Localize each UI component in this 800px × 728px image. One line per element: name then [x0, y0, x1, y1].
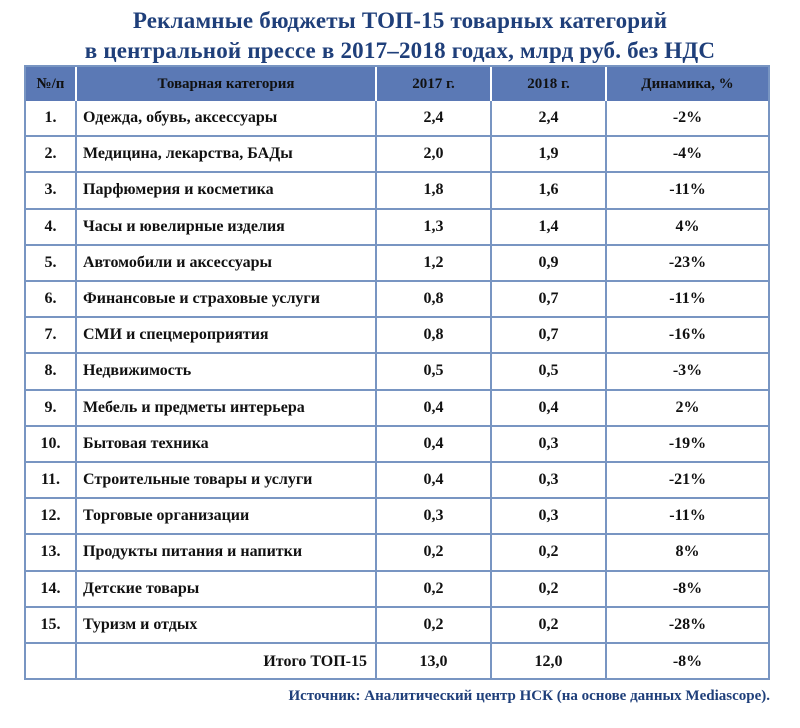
total-row-number [26, 644, 77, 680]
row-value-2017: 1,8 [377, 173, 492, 207]
row-number: 2. [26, 137, 77, 171]
row-number: 1. [26, 101, 77, 135]
row-dynamics: -11% [669, 290, 706, 308]
row-dynamics: 4% [675, 217, 700, 235]
row-number: 13. [26, 535, 77, 569]
total-row-value-2018: 12,0 [492, 644, 607, 680]
row-value-2018: 0,5 [492, 354, 607, 388]
row-category: Детские товары [77, 572, 377, 606]
row-value-2018: 0,3 [492, 499, 607, 533]
row-value-2017: 0,2 [377, 535, 492, 569]
row-number: 14. [26, 572, 77, 606]
table-row [26, 137, 768, 173]
row-dynamics: -19% [668, 434, 707, 452]
row-number: 8. [26, 354, 77, 388]
row-category: Туризм и отдых [77, 608, 377, 642]
row-category: Недвижимость [77, 354, 377, 388]
table-row [26, 210, 768, 246]
row-dynamics: -21% [668, 471, 707, 489]
table-header [26, 67, 768, 101]
header-category: Товарная категория [77, 67, 377, 101]
table-row [26, 608, 768, 644]
row-value-2018: 0,9 [492, 246, 607, 280]
row-value-2017: 0,8 [377, 282, 492, 316]
row-value-2018: 0,7 [492, 318, 607, 352]
total-row [26, 644, 768, 680]
row-dynamics: -3% [672, 362, 703, 380]
row-value-2017: 0,4 [377, 391, 492, 425]
row-number: 9. [26, 391, 77, 425]
table-row [26, 427, 768, 463]
row-value-2018: 0,7 [492, 282, 607, 316]
row-value-2018: 2,4 [492, 101, 607, 135]
table-row [26, 535, 768, 571]
row-dynamics: -8% [672, 579, 703, 597]
row-category: Автомобили и аксессуары [77, 246, 377, 280]
row-category: Одежда, обувь, аксессуары [77, 101, 377, 135]
row-number: 11. [26, 463, 77, 497]
chart-title [0, 6, 800, 66]
row-value-2017: 1,2 [377, 246, 492, 280]
row-category: Парфюмерия и косметика [77, 173, 377, 207]
row-value-2018: 0,3 [492, 427, 607, 461]
row-dynamics: -11% [669, 181, 706, 199]
table-row [26, 499, 768, 535]
row-category: СМИ и спецмероприятия [77, 318, 377, 352]
row-number: 4. [26, 210, 77, 244]
table-row [26, 354, 768, 390]
header-number: №/п [26, 67, 77, 101]
header-dynamics: Динамика, % [641, 75, 734, 92]
row-value-2017: 0,4 [377, 427, 492, 461]
table-row [26, 318, 768, 354]
row-dynamics: -16% [668, 326, 707, 344]
row-category: Финансовые и страховые услуги [77, 282, 377, 316]
row-value-2017: 1,3 [377, 210, 492, 244]
title-line-1: Рекламные бюджеты ТОП-15 товарных категорий [132, 8, 668, 33]
row-value-2017: 0,4 [377, 463, 492, 497]
header-2018: 2018 г. [492, 67, 607, 101]
row-number: 15. [26, 608, 77, 642]
header-2017: 2017 г. [377, 67, 492, 101]
row-category: Часы и ювелирные изделия [77, 210, 377, 244]
row-value-2018: 1,6 [492, 173, 607, 207]
row-value-2018: 1,4 [492, 210, 607, 244]
table-row [26, 101, 768, 137]
row-category: Строительные товары и услуги [77, 463, 377, 497]
table-row [26, 246, 768, 282]
row-value-2018: 0,2 [492, 608, 607, 642]
total-row-dynamics: -8% [672, 653, 703, 671]
row-dynamics: -23% [668, 253, 707, 271]
row-value-2018: 0,4 [492, 391, 607, 425]
row-number: 12. [26, 499, 77, 533]
row-category: Мебель и предметы интерьера [77, 391, 377, 425]
row-value-2017: 0,8 [377, 318, 492, 352]
table-row [26, 391, 768, 427]
row-value-2017: 0,3 [377, 499, 492, 533]
table-row [26, 173, 768, 209]
row-dynamics: 2% [675, 398, 700, 416]
row-dynamics: 8% [675, 543, 700, 561]
row-category: Продукты питания и напитки [77, 535, 377, 569]
row-dynamics: -11% [669, 507, 706, 525]
row-dynamics: -28% [668, 615, 707, 633]
row-value-2017: 2,4 [377, 101, 492, 135]
table-row [26, 572, 768, 608]
row-value-2017: 0,2 [377, 572, 492, 606]
total-row-value-2017: 13,0 [377, 644, 492, 680]
row-value-2018: 1,9 [492, 137, 607, 171]
row-number: 5. [26, 246, 77, 280]
row-category: Бытовая техника [77, 427, 377, 461]
row-value-2017: 0,5 [377, 354, 492, 388]
row-number: 10. [26, 427, 77, 461]
title-line-2: в центральной прессе в 2017–2018 годах, млрд руб. без НДС [84, 38, 716, 63]
row-value-2018: 0,2 [492, 535, 607, 569]
row-value-2017: 2,0 [377, 137, 492, 171]
total-row-category: Итого ТОП-15 [77, 644, 377, 680]
source-note: Источник: Аналитический центр НСК (на основе данных Mediascope). [288, 688, 770, 704]
row-number: 7. [26, 318, 77, 352]
row-dynamics: -4% [672, 145, 703, 163]
table-row [26, 282, 768, 318]
row-value-2017: 0,2 [377, 608, 492, 642]
data-table [24, 65, 770, 680]
row-value-2018: 0,2 [492, 572, 607, 606]
row-number: 3. [26, 173, 77, 207]
row-category: Торговые организации [77, 499, 377, 533]
row-number: 6. [26, 282, 77, 316]
row-category: Медицина, лекарства, БАДы [77, 137, 377, 171]
table-row [26, 463, 768, 499]
row-value-2018: 0,3 [492, 463, 607, 497]
row-dynamics: -2% [672, 109, 703, 127]
